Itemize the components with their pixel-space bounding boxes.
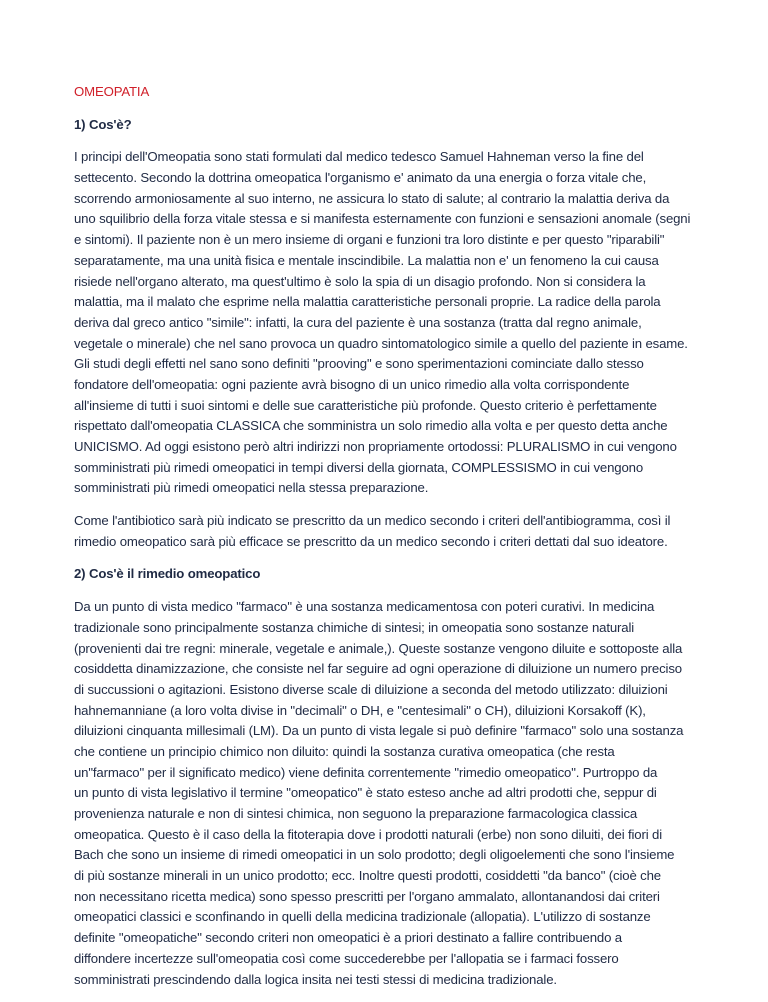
text-line: UNICISMO. Ad oggi esistono però altri indirizzi non propriamente ortodossi: PLURALISMO in cui vengono — [74, 439, 677, 454]
text-line: un punto di vista legislativo il termine "omeopatico" è stato esteso anche ad altri prodotti che, seppur di — [74, 785, 657, 801]
text-line: e sintomi). Il paziente non è un mero insieme di organi e funzioni tra loro distinte e per questo "riparabili" — [74, 232, 665, 248]
section-heading: 2) Cos'è il rimedio omeopatico — [74, 566, 261, 582]
text-line: omeopatici classici e sconfinando in quelli della medicina tradizionale (allopatia). L'utilizzo di sostanze — [74, 909, 651, 925]
paragraph — [74, 147, 724, 499]
text-line: omeopatica. Questo è il caso della la fitoterapia dove i prodotti naturali (erbe) non sono diluiti, dei fiori di — [74, 826, 662, 842]
text-line: Gli studi degli effetti nel sano sono definiti "prooving" e sono sperimentazioni cominciate dallo stesso — [74, 356, 644, 372]
text-line: tradizionale sono principalmente sostanza chimiche di sintesi; in omeopatia sono sostanze naturali — [74, 619, 635, 635]
text-line: di succussioni o agitazioni. Esistono diverse scale di diluizione a seconda del metodo utilizzato: diluizioni — [74, 681, 668, 697]
text-line: uno squilibrio della forza vitale stessa e si manifesta esternamente con funzioni e sensazioni anomale (segni — [74, 211, 691, 227]
text-line: diffondere incertezze sull'omeopatia così come succederebbe per l'allopatia se i farmaci fossero — [74, 950, 619, 966]
text-line: rimedio omeopatico sarà più efficace se prescritto da un medico secondo i criteri dettati dal suo ideatore. — [74, 533, 668, 549]
text-line: hahnemanniane (a loro volta divise in "decimali" o DH, e "centesimali" o CH), diluizioni Korsakoff (K), — [74, 702, 646, 718]
text-line: provenienza naturale e non di sintesi chimica, non seguono la preparazione farmacologica classica — [74, 806, 638, 821]
text-line: Come l'antibiotico sarà più indicato se prescritto da un medico secondo i criteri dell'antibiogramma, così il — [74, 513, 671, 529]
text-line: rispettato dall'omeopatia CLASSICA che somministra un solo rimedio alla volta e per questo detta anche — [74, 418, 668, 434]
text-line: Da un punto di vista medico "farmaco" è una sostanza medicamentosa con poteri curativi. In medicina — [74, 599, 655, 615]
text-line: non necessitano ricetta medica) sono spesso prescritti per l'organo ammalato, allontanandosi dai criteri — [74, 888, 660, 904]
text-line: (provenienti dai tre regni: minerale, vegetale e animale,). Queste sostanze vengono diluite e sottoposte alla — [74, 640, 683, 656]
text-line: di più sostanze minerali in un unico prodotto; ecc. Inoltre questi prodotti, cosiddetti "da banco" (cioè che — [74, 868, 661, 884]
text-line: somministrati più rimedi omeopatici nella stessa preparazione. — [74, 480, 429, 496]
text-line: fondatore dell'omeopatia: ogni paziente avrà bisogno di un unico rimedio alla volta corrispondente — [74, 376, 630, 392]
text-line: diluizioni cinquanta millesimali (LM). Da un punto di vista legale si può definire "farmaco" solo una sostanza — [74, 723, 684, 739]
document-body — [74, 115, 724, 991]
text-line: malattia, ma il malato che esprime nella malattia caratteristiche personali proprie. La radice della parola — [74, 294, 661, 310]
text-line: un"farmaco" per il significato medico) viene definita correntemente "rimedio omeopatico". Purtroppo da — [74, 764, 658, 780]
text-line: scorrendo armoniosamente al suo interno, ne assicura lo stato di salute; al contrario la malattia deriva da — [74, 190, 670, 206]
text-line: risiede nell'organo alterato, ma quest'ultimo è solo la spia di un disagio profondo. Non si considera la — [74, 273, 646, 289]
text-line: I principi dell'Omeopatia sono stati formulati dal medico tedesco Samuel Hahneman verso la fine del — [74, 149, 644, 165]
text-line: somministrati più rimedi omeopatici in tempi diversi della giornata, COMPLESSISMO in cui vengono — [74, 459, 644, 475]
paragraph — [74, 511, 724, 552]
text-line: all'insieme di tutti i suoi sintomi e delle sue caratteristiche più profonde. Questo criterio è perfettamente — [74, 397, 657, 413]
text-line: vegetale o minerale) che nel sano provoca un quadro sintomatologico simile a quello del paziente in esame. — [74, 335, 688, 351]
text-line: cosiddetta dinamizzazione, che consiste nel far seguire ad ogni operazione di diluizione un numero preciso — [74, 661, 682, 677]
text-line: separatamente, ma una unità fisica e mentale inscindibile. La malattia non e' un fenomeno la cui causa — [74, 252, 659, 268]
text-line: settecento. Secondo la dottrina omeopatica l'organismo e' animato da una energia o forza vitale che, — [74, 170, 647, 186]
text-line: definite "omeopatiche" secondo criteri non omeopatici è a priori destinato a fallire contribuendo a — [74, 930, 622, 946]
text-line: Bach che sono un insieme di rimedi omeopatici in un solo prodotto; degli oligoelementi che sono l'insieme — [74, 847, 675, 863]
text-line: che contiene un principio chimico non diluito: quindi la sostanza curativa omeopatica (che resta — [74, 743, 615, 759]
section-heading: 1) Cos'è? — [74, 116, 132, 132]
text-line: deriva dal greco antico "simile": infatti, la cura del paziente è una sostanza (tratta dal regno animale, — [74, 314, 642, 330]
document-title: OMEOPATIA — [74, 84, 150, 99]
document-page — [74, 82, 724, 1002]
paragraph — [74, 597, 724, 990]
text-line: somministrati prescindendo dalla logica insita nei testi stessi di medicina tradizionale. — [74, 971, 557, 987]
